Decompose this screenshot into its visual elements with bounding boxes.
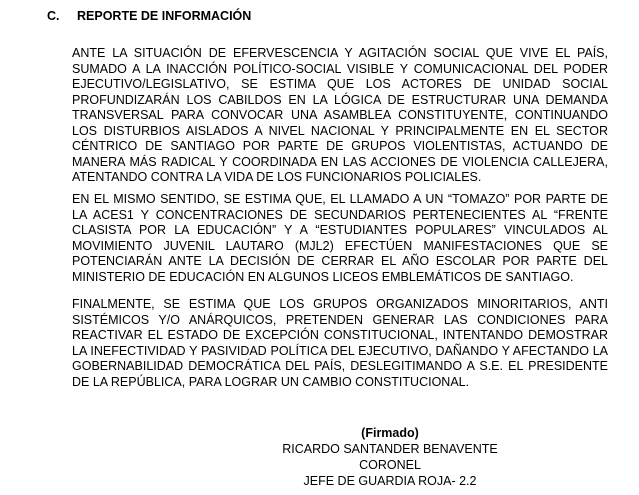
section-title: REPORTE DE INFORMACIÓN: [77, 9, 252, 23]
section-letter: C.: [47, 9, 60, 23]
signer-position: JEFE DE GUARDIA ROJA- 2.2: [303, 474, 477, 488]
paragraph-student-protests: EN EL MISMO SENTIDO, SE ESTIMA QUE, EL LLAMADO A UN “TOMAZO” POR PARTE DE LA ACES1 Y CONCENTRACIONES DE SECUNDARIOS PERTENECIENTES AL “FRENTE CLASISTA POR LA EDUCACIÓN” Y A “ESTUDIANTES POPULARES” VINCULADOS AL MOVIMIENTO JUVENIL LAUTARO (MJL2) EFECTÚEN MANIFESTACIONES QUE SE POTENCIARÁN ANTE LA DECISIÓN DE CERRAR EL AÑO ESCOLAR POR PARTE DEL MINISTERIO DE EDUCACIÓN EN ALGUNOS LICEOS EMBLEMÁTICOS DE SANTIAGO.: [72, 192, 608, 284]
signer-rank: CORONEL: [359, 458, 421, 472]
paragraph-conclusion: FINALMENTE, SE ESTIMA QUE LOS GRUPOS ORGANIZADOS MINORITARIOS, ANTI SISTÉMICOS Y/O ANÁRQUICOS, PRETENDEN GENERAR LAS CONDICIONES PARA REACTIVAR EL ESTADO DE EXCEPCIÓN CONSTITUCIONAL, INTENTANDO DEMOSTRAR LA INEFECTIVIDAD Y PASIVIDAD POLÍTICA DEL EJECUTIVO, DAÑANDO Y AFECTANDO LA GOBERNABILIDAD DEMOCRÁTICA DEL PAÍS, DESLEGITIMANDO A S.E. EL PRESIDENTE DE LA REPÚBLICA, PARA LOGRAR UN CAMBIO CONSTITUCIONAL.: [72, 297, 608, 389]
signed-label: (Firmado): [361, 426, 419, 440]
signer-name: RICARDO SANTANDER BENAVENTE: [282, 442, 498, 456]
paragraph-situation: ANTE LA SITUACIÓN DE EFERVESCENCIA Y AGITACIÓN SOCIAL QUE VIVE EL PAÍS, SUMADO A LA INACCIÓN POLÍTICO-SOCIAL VISIBLE Y COMUNICACIONAL DEL PODER EJECUTIVO/LEGISLATIVO, SE ESTIMA QUE LOS ACTORES DE UNIDAD SOCIAL PROFUNDIZARÁN LOS CABILDOS EN LA LÓGICA DE ESTRUCTURAR UNA DEMANDA TRANSVERSAL PARA CONVOCAR UNA ASAMBLEA CONSTITUYENTE, CONTINUANDO LOS DISTURBIOS AISLADOS A NIVEL NACIONAL Y PRINCIPALMENTE EN EL SECTOR CÉNTRICO DE SANTIAGO POR PARTE DE GRUPOS VIOLENTISTAS, ACTUANDO DE MANERA MÁS RADICAL Y COORDINADA EN LAS ACCIONES DE VIOLENCIA CALLEJERA, ATENTANDO CONTRA LA VIDA DE LOS FUNCIONARIOS POLICIALES.: [72, 46, 608, 184]
section-heading: [47, 9, 251, 23]
signature-block: [270, 425, 510, 489]
